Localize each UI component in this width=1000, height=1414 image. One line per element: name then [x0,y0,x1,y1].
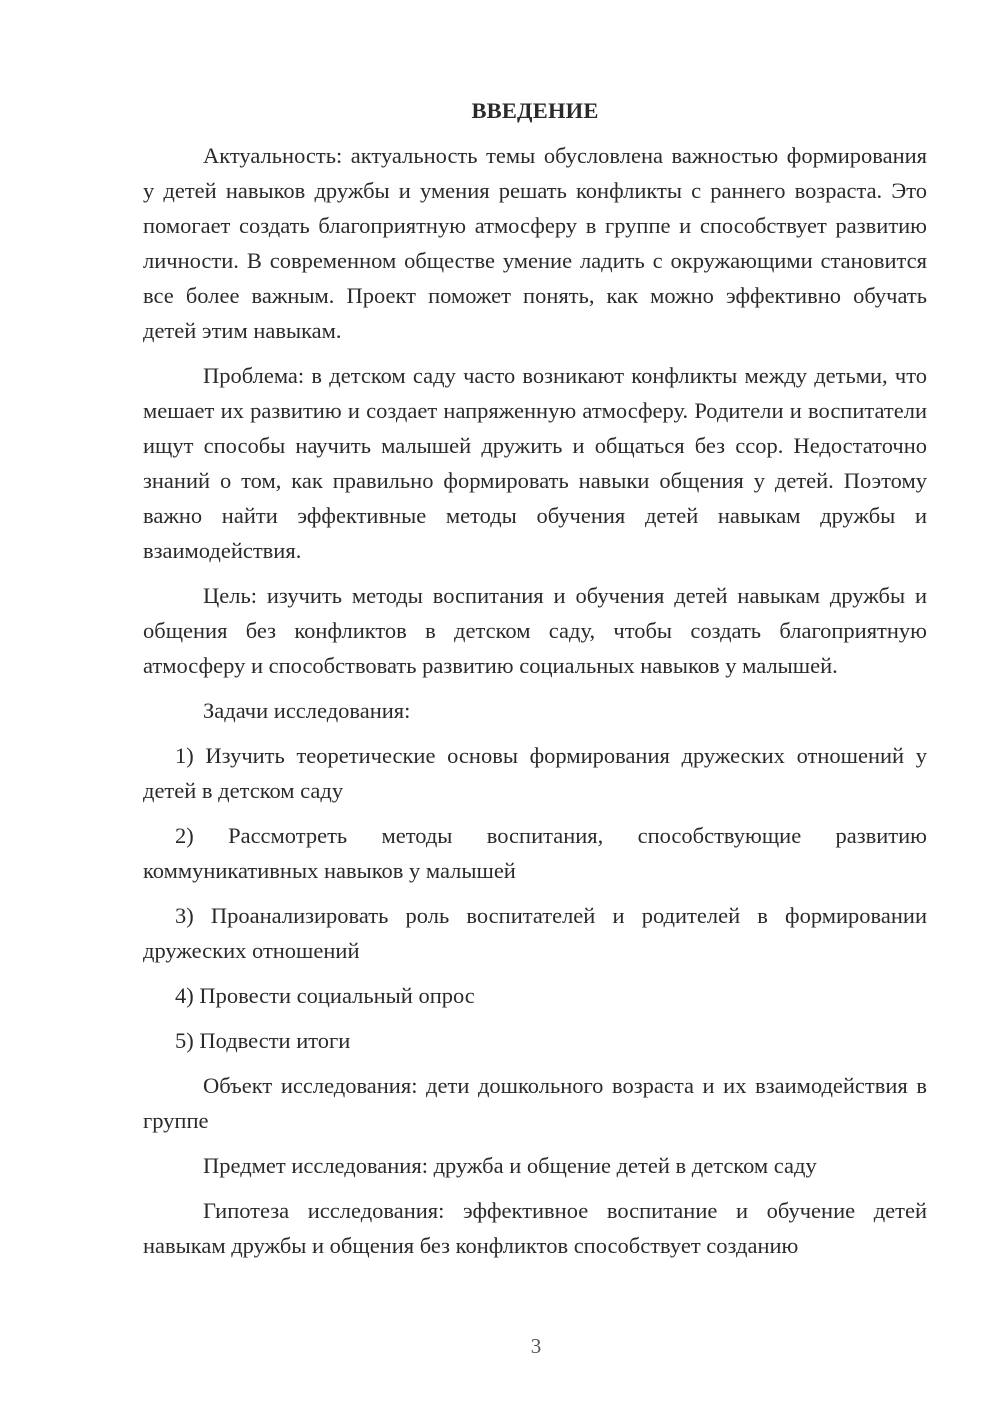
paragraph-hypothesis: Гипотеза исследования: эффективное воспитание и обучение детей навыкам дружбы и общения без конфликтов способствует созданию [143,1198,927,1258]
task-item: 4) Провести социальный опрос [175,983,475,1008]
task-item: 1) Изучить теоретические основы формирования дружеских отношений у детей в детском саду [143,743,927,803]
page-number: 3 [530,1334,542,1358]
task-item: 5) Подвести итоги [175,1028,351,1053]
paragraph-goal: Цель: изучить методы воспитания и обучения детей навыкам дружбы и общения без конфликтов в детском саду, чтобы создать благоприятную атмосферу и способствовать развитию социальных навыков у малышей. [143,583,927,678]
task-item: 3) Проанализировать роль воспитателей и родителей в формировании дружеских отношений [143,903,927,963]
paragraph-problem: Проблема: в детском саду часто возникают конфликты между детьми, что мешает их развитию и создает напряженную атмосферу. Родители и воспитатели ищут способы научить малышей дружить и общаться без ссор. Недостаточно знаний о том, как правильно формировать навыки общения у детей. Поэтому важно найти эффективные методы обучения детей навыкам дружбы и взаимодействия. [143,363,927,563]
task-item: 2) Рассмотреть методы воспитания, способствующие развитию коммуникативных навыков у малышей [143,823,927,883]
section-title: ВВЕДЕНИЕ [471,98,599,123]
paragraph-object: Объект исследования: дети дошкольного возраста и их взаимодействия в группе [143,1073,927,1133]
page-body [143,93,927,1273]
paragraph-subject: Предмет исследования: дружба и общение детей в детском саду [203,1153,817,1178]
paragraph-tasks-heading: Задачи исследования: [203,698,411,723]
paragraph-relevance: Актуальность: актуальность темы обусловлена важностью формирования у детей навыков дружбы и умения решать конфликты с раннего возраста. Это помогает создать благоприятную атмосферу в группе и способствует развитию личности. В современном обществе умение ладить с окружающими становится все более важным. Проект поможет понять, как можно эффективно обучать детей этим навыкам. [143,143,927,343]
